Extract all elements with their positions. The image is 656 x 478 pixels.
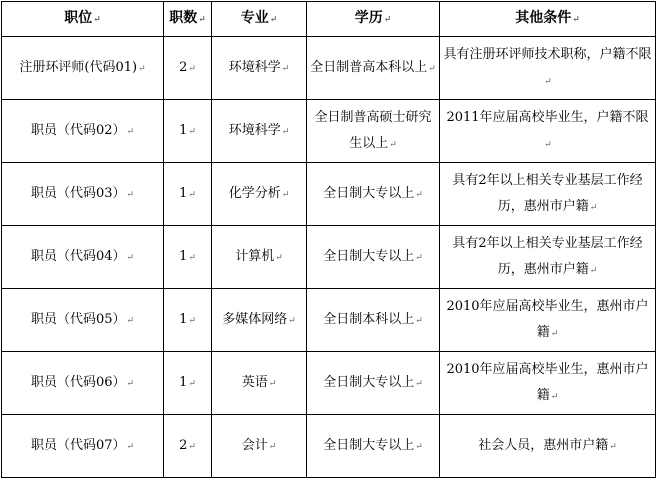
cell-major: 化学分析↵ bbox=[212, 163, 307, 226]
cell-major: 计算机↵ bbox=[212, 226, 307, 289]
header-row bbox=[2, 2, 656, 37]
cell-other-conditions: 具有注册环评师技术职称，户籍不限↵ bbox=[440, 37, 656, 100]
cell-education: 全日制本科以上↵ bbox=[307, 289, 440, 352]
table-row bbox=[2, 163, 656, 226]
cell-other-conditions: 2011年应届高校毕业生，户籍不限↵ bbox=[440, 100, 656, 163]
cell-major: 环境科学↵ bbox=[212, 37, 307, 100]
header-other-conditions: 其他条件↵ bbox=[440, 2, 656, 37]
cell-major: 多媒体网络↵ bbox=[212, 289, 307, 352]
header-education: 学历↵ bbox=[307, 2, 440, 37]
cell-other-conditions: 具有2年以上相关专业基层工作经历，惠州市户籍↵ bbox=[440, 163, 656, 226]
cell-position: 职员（代码02）↵ bbox=[2, 100, 164, 163]
header-position: 职位↵ bbox=[2, 2, 164, 37]
cell-count: 1↵ bbox=[164, 226, 212, 289]
table-row bbox=[2, 37, 656, 100]
cell-count: 2↵ bbox=[164, 37, 212, 100]
table-row bbox=[2, 289, 656, 352]
table-row bbox=[2, 226, 656, 289]
cell-other-conditions: 具有2年以上相关专业基层工作经历，惠州市户籍↵ bbox=[440, 226, 656, 289]
cell-other-conditions: 社会人员，惠州市户籍↵ bbox=[440, 415, 656, 478]
cell-other-conditions: 2010年应届高校毕业生，惠州市户籍↵ bbox=[440, 289, 656, 352]
cell-major: 会计↵ bbox=[212, 415, 307, 478]
cell-position: 注册环评师(代码01)↵ bbox=[2, 37, 164, 100]
cell-position: 职员（代码06）↵ bbox=[2, 352, 164, 415]
cell-education: 全日制普高本科以上↵ bbox=[307, 37, 440, 100]
cell-education: 全日制大专以上↵ bbox=[307, 226, 440, 289]
recruitment-table bbox=[1, 1, 656, 478]
cell-other-conditions: 2010年应届高校毕业生，惠州市户籍↵ bbox=[440, 352, 656, 415]
cell-count: 1↵ bbox=[164, 352, 212, 415]
table-row bbox=[2, 100, 656, 163]
cell-major: 英语↵ bbox=[212, 352, 307, 415]
cell-education: 全日制大专以上↵ bbox=[307, 352, 440, 415]
cell-position: 职员（代码03）↵ bbox=[2, 163, 164, 226]
cell-education: 全日制普高硕士研究生以上↵ bbox=[307, 100, 440, 163]
cell-education: 全日制大专以上↵ bbox=[307, 415, 440, 478]
table-row bbox=[2, 415, 656, 478]
cell-count: 1↵ bbox=[164, 100, 212, 163]
cell-count: 2↵ bbox=[164, 415, 212, 478]
cell-major: 环境科学↵ bbox=[212, 100, 307, 163]
cell-education: 全日制大专以上↵ bbox=[307, 163, 440, 226]
cell-position: 职员（代码04）↵ bbox=[2, 226, 164, 289]
cell-position: 职员（代码07）↵ bbox=[2, 415, 164, 478]
cell-position: 职员（代码05）↵ bbox=[2, 289, 164, 352]
header-count: 职数↵ bbox=[164, 2, 212, 37]
header-major: 专业↵ bbox=[212, 2, 307, 37]
cell-count: 1↵ bbox=[164, 163, 212, 226]
recruitment-table-wrapper bbox=[1, 1, 656, 478]
cell-count: 1↵ bbox=[164, 289, 212, 352]
table-row bbox=[2, 352, 656, 415]
